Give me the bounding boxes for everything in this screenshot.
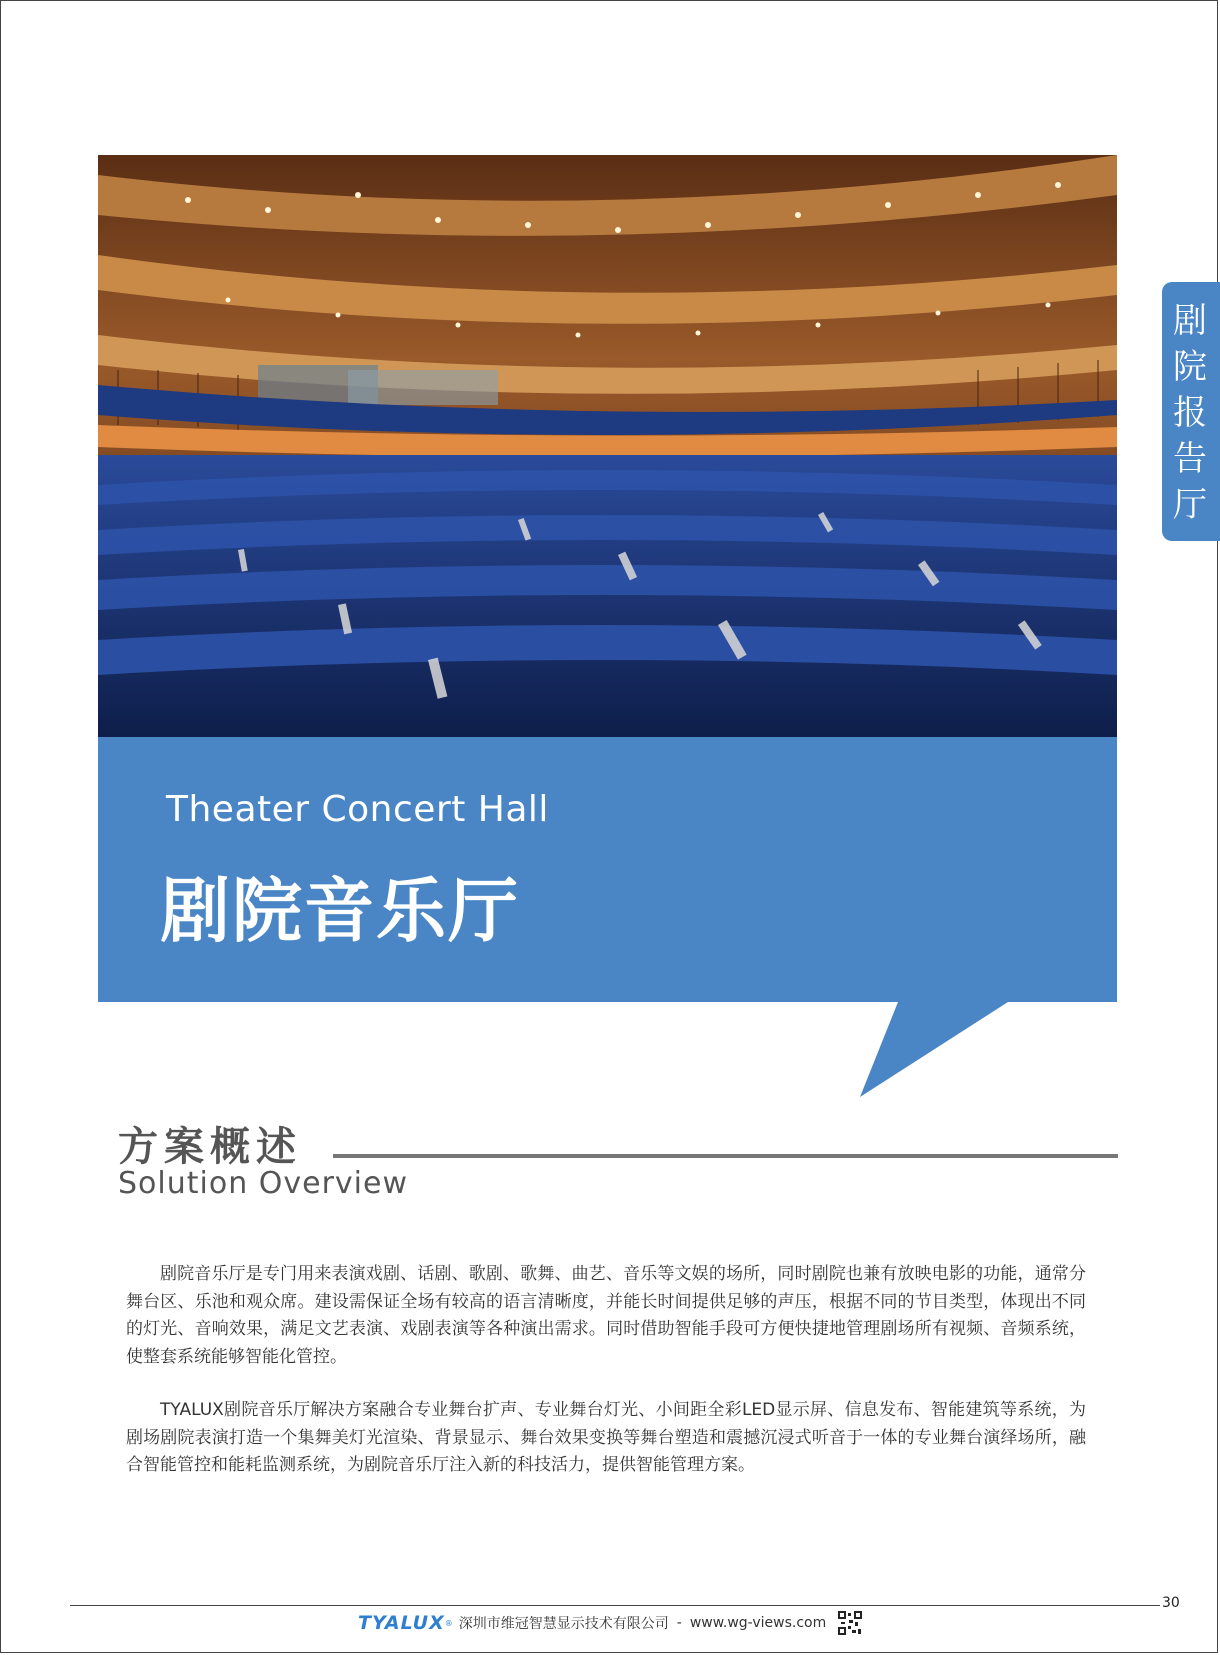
banner-title-en: Theater Concert Hall bbox=[166, 789, 549, 830]
footer-company-name: 深圳市维冠智慧显示技术有限公司 bbox=[458, 1616, 669, 1632]
footer-website-link[interactable]: www.wg-views.com bbox=[689, 1615, 827, 1631]
section-title-en: Solution Overview bbox=[118, 1166, 408, 1201]
company-logo: TYALUX bbox=[358, 1612, 445, 1634]
registered-mark: ® bbox=[444, 1618, 453, 1628]
side-tab-char: 剧 bbox=[1173, 301, 1207, 341]
page-number: 30 bbox=[1162, 1595, 1180, 1611]
theater-auditorium-photo bbox=[98, 155, 1117, 737]
section-title-cn: 方案概述 bbox=[118, 1124, 302, 1170]
side-tab-char: 告 bbox=[1173, 439, 1207, 479]
qr-code-icon bbox=[838, 1611, 862, 1635]
side-tab-char: 厅 bbox=[1173, 485, 1207, 525]
title-banner bbox=[98, 737, 1117, 1002]
side-section-tab bbox=[1162, 282, 1220, 541]
body-paragraph-1: 剧院音乐厅是专门用来表演戏剧、话剧、歌剧、歌舞、曲艺、音乐等文娱的场所，同时剧院也兼有放映电影的功能，通常分舞台区、乐池和观众席。建设需保证全场有较高的语言清晰度，并能长时间提供足够的声压，根据不同的节目类型，体现出不同的灯光、音响效果，满足文艺表演、戏剧表演等各种演出需求。同时借助智能手段可方便快捷地管理剧场所有视频、音频系统，使整套系统能够智能化管控。 bbox=[126, 1264, 1086, 1367]
body-paragraph-2: TYALUX剧院音乐厅解决方案融合专业舞台扩声、专业舞台灯光、小间距全彩LED显示屏、信息发布、智能建筑等系统，为剧场剧院表演打造一个集舞美灯光渲染、背景显示、舞台效果变换等舞台塑造和震撼沉浸式听音于一体的专业舞台演绎场所，融合智能管控和能耗监测系统，为剧院音乐厅注入新的科技活力，提供智能管理方案。 bbox=[126, 1400, 1086, 1475]
section-divider bbox=[333, 1154, 1118, 1158]
side-tab-char: 报 bbox=[1173, 393, 1207, 433]
footer bbox=[358, 1612, 862, 1634]
footer-separator: - bbox=[676, 1615, 682, 1631]
banner-speech-tail bbox=[860, 1002, 1010, 1097]
footer-divider bbox=[70, 1605, 1160, 1606]
banner-title-cn: 剧院音乐厅 bbox=[160, 870, 520, 952]
side-tab-char: 院 bbox=[1173, 347, 1207, 387]
